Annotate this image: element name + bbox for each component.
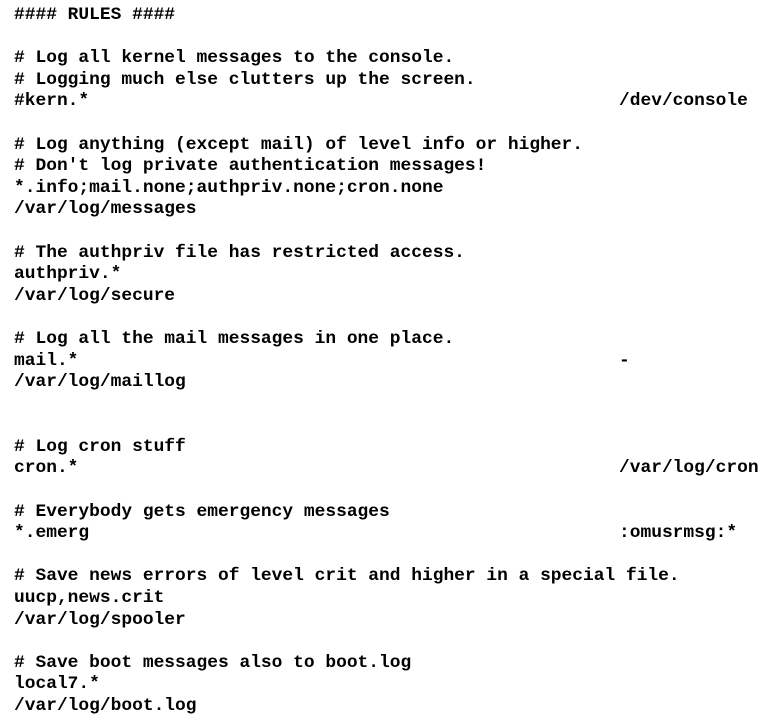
rule-selector: mail.* bbox=[14, 350, 79, 371]
comment-text: # Don't log private authentication messages! bbox=[14, 156, 487, 177]
comment-line bbox=[14, 156, 764, 178]
rule-action: /var/log/secure bbox=[14, 285, 176, 306]
rule-line bbox=[14, 674, 764, 696]
blank-line bbox=[14, 113, 764, 135]
blank-line bbox=[14, 27, 764, 49]
comment-line bbox=[14, 437, 764, 459]
rule-line bbox=[14, 523, 764, 545]
comment-line bbox=[14, 502, 764, 524]
rule-action: /var/log/spooler bbox=[14, 609, 186, 630]
rule-line bbox=[14, 588, 764, 610]
rule-line bbox=[14, 264, 764, 286]
blank-line bbox=[14, 631, 764, 653]
comment-text: # Log all the mail messages in one place. bbox=[14, 328, 455, 349]
rule-action: /var/log/boot.log bbox=[14, 696, 197, 716]
rule-action: /var/log/maillog bbox=[14, 372, 186, 393]
rule-line bbox=[14, 458, 764, 480]
rule-action: /var/log/cron bbox=[619, 458, 759, 479]
rule-action: :omusrmsg:* bbox=[619, 523, 738, 544]
rule-selector: *.emerg bbox=[14, 523, 90, 544]
config-document bbox=[14, 5, 764, 718]
comment-line bbox=[14, 566, 764, 588]
comment-text: # Log anything (except mail) of level info or higher. bbox=[14, 134, 584, 155]
blank-line bbox=[14, 394, 764, 416]
comment-line bbox=[14, 48, 764, 70]
rule-selector: *.info;mail.none;authpriv.none;cron.none bbox=[14, 177, 444, 198]
blank-line bbox=[14, 307, 764, 329]
section-heading bbox=[14, 5, 764, 27]
blank-line bbox=[14, 545, 764, 567]
comment-line bbox=[14, 70, 764, 92]
rule-line bbox=[14, 610, 764, 632]
rule-line bbox=[14, 351, 764, 373]
comment-line bbox=[14, 135, 764, 157]
comment-line bbox=[14, 243, 764, 265]
rule-line bbox=[14, 696, 764, 718]
comment-text: # Log all kernel messages to the console. bbox=[14, 48, 455, 69]
rule-line bbox=[14, 199, 764, 221]
comment-text: # Save boot messages also to boot.log bbox=[14, 652, 412, 673]
comment-text: # The authpriv file has restricted access. bbox=[14, 242, 465, 263]
heading-text: #### RULES #### bbox=[14, 5, 176, 25]
comment-line bbox=[14, 653, 764, 675]
comment-text: # Log cron stuff bbox=[14, 436, 186, 457]
comment-text: # Logging much else clutters up the screen. bbox=[14, 69, 476, 90]
rule-line bbox=[14, 372, 764, 394]
rule-selector: authpriv.* bbox=[14, 264, 122, 285]
rule-line bbox=[14, 91, 764, 113]
blank-line bbox=[14, 480, 764, 502]
rule-action: /dev/console bbox=[619, 91, 748, 112]
rule-selector: local7.* bbox=[14, 674, 100, 695]
rule-selector: uucp,news.crit bbox=[14, 588, 165, 609]
rule-action: - bbox=[619, 350, 630, 371]
blank-line bbox=[14, 221, 764, 243]
rule-line bbox=[14, 178, 764, 200]
comment-text: # Save news errors of level crit and higher in a special file. bbox=[14, 566, 680, 587]
rule-line bbox=[14, 286, 764, 308]
comment-text: # Everybody gets emergency messages bbox=[14, 501, 390, 522]
comment-line bbox=[14, 329, 764, 351]
rule-action: /var/log/messages bbox=[14, 199, 197, 220]
rule-selector: #kern.* bbox=[14, 91, 90, 112]
rule-selector: cron.* bbox=[14, 458, 79, 479]
blank-line bbox=[14, 415, 764, 437]
